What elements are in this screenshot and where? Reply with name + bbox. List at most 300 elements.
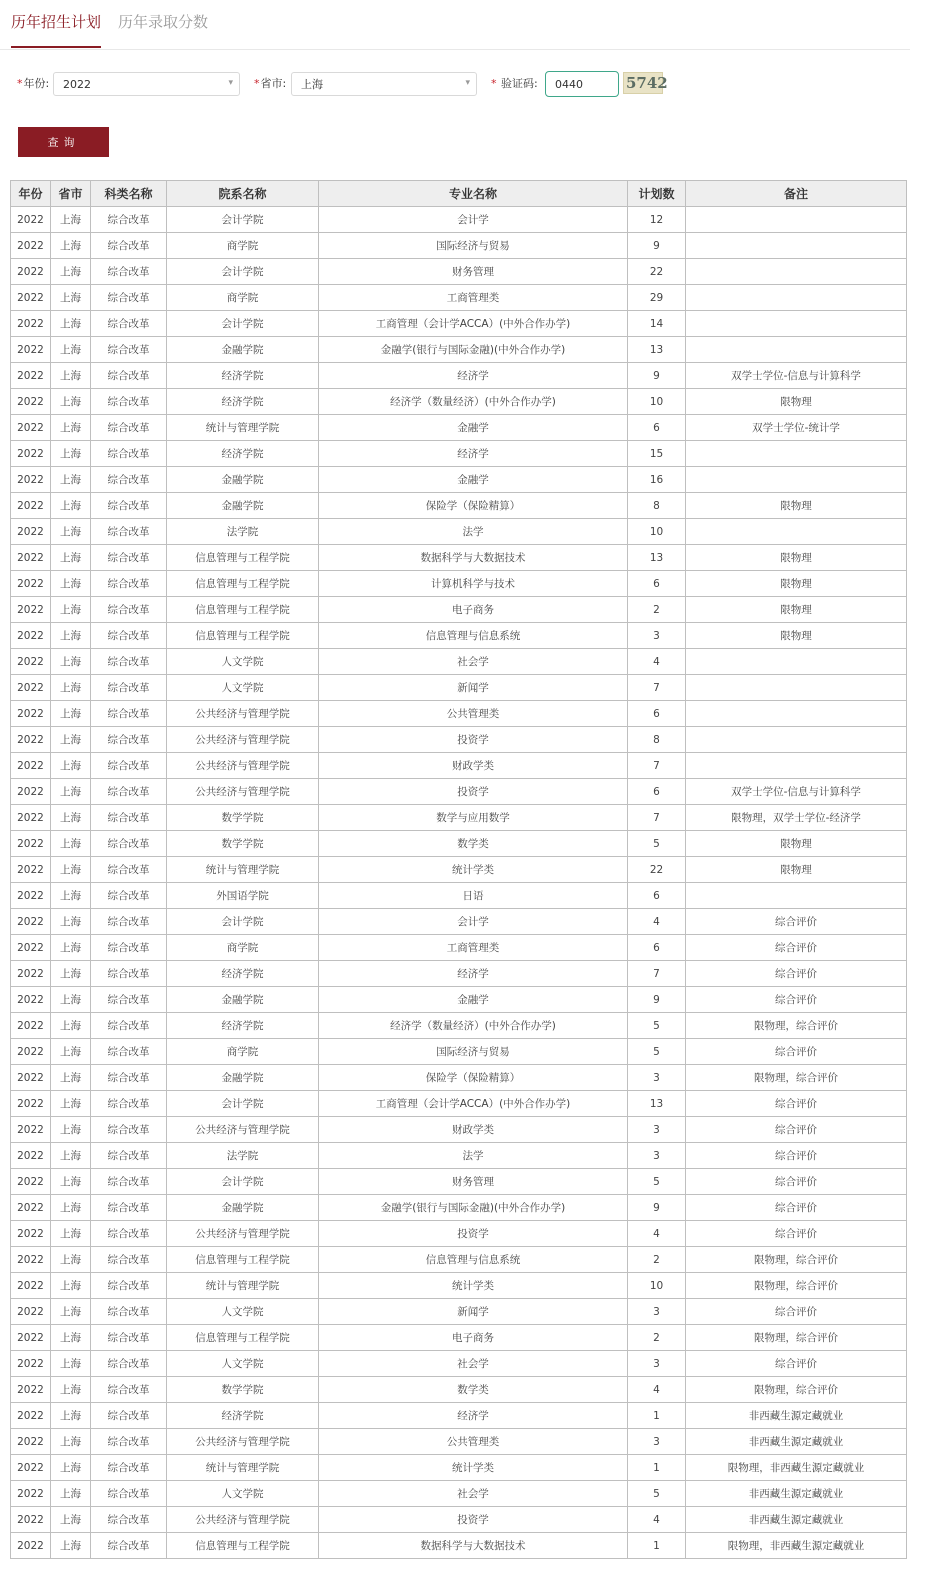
cell-plan-count: 3 — [628, 1065, 686, 1091]
year-select[interactable] — [53, 72, 240, 96]
cell-school: 商学院 — [167, 285, 319, 311]
cell-school: 公共经济与管理学院 — [167, 779, 319, 805]
cell-school: 数学学院 — [167, 1377, 319, 1403]
year-select-value: 2022 — [63, 78, 91, 91]
table-row — [11, 285, 907, 311]
cell-school: 数学学院 — [167, 805, 319, 831]
cell-remark: 限物理，综合评价 — [686, 1247, 907, 1273]
cell-plan-count: 9 — [628, 363, 686, 389]
cell-province: 上海 — [51, 1117, 91, 1143]
cell-year: 2022 — [11, 1403, 51, 1429]
col-header-year: 年份 — [11, 181, 51, 207]
col-header-school: 院系名称 — [167, 181, 319, 207]
province-select[interactable] — [291, 72, 477, 96]
cell-year: 2022 — [11, 701, 51, 727]
table-row — [11, 1065, 907, 1091]
cell-province: 上海 — [51, 1195, 91, 1221]
cell-year: 2022 — [11, 415, 51, 441]
cell-major: 工商管理（会计学ACCA）(中外合作办学) — [319, 1091, 628, 1117]
cell-province: 上海 — [51, 493, 91, 519]
cell-province: 上海 — [51, 1065, 91, 1091]
table-row — [11, 233, 907, 259]
cell-remark: 限物理 — [686, 857, 907, 883]
cell-plan-count: 4 — [628, 1377, 686, 1403]
cell-province: 上海 — [51, 1455, 91, 1481]
cell-province: 上海 — [51, 961, 91, 987]
cell-major: 电子商务 — [319, 1325, 628, 1351]
cell-plan-count: 29 — [628, 285, 686, 311]
cell-remark: 限物理 — [686, 389, 907, 415]
cell-major: 投资学 — [319, 727, 628, 753]
table-row — [11, 1169, 907, 1195]
cell-year: 2022 — [11, 207, 51, 233]
cell-remark: 综合评价 — [686, 1221, 907, 1247]
cell-province: 上海 — [51, 597, 91, 623]
cell-school: 金融学院 — [167, 987, 319, 1013]
cell-year: 2022 — [11, 1533, 51, 1559]
captcha-image-text: 5742 — [626, 74, 668, 92]
cell-major: 经济学 — [319, 961, 628, 987]
cell-school: 统计与管理学院 — [167, 415, 319, 441]
table-row — [11, 545, 907, 571]
cell-province: 上海 — [51, 883, 91, 909]
cell-remark — [686, 701, 907, 727]
cell-plan-count: 6 — [628, 415, 686, 441]
cell-year: 2022 — [11, 1143, 51, 1169]
cell-school: 金融学院 — [167, 493, 319, 519]
cell-province: 上海 — [51, 337, 91, 363]
cell-category: 综合改革 — [91, 519, 167, 545]
cell-category: 综合改革 — [91, 233, 167, 259]
table-row — [11, 1351, 907, 1377]
cell-remark: 限物理，综合评价 — [686, 1325, 907, 1351]
table-row — [11, 1143, 907, 1169]
cell-category: 综合改革 — [91, 649, 167, 675]
cell-school: 会计学院 — [167, 909, 319, 935]
cell-year: 2022 — [11, 1013, 51, 1039]
table-row — [11, 415, 907, 441]
cell-year: 2022 — [11, 1169, 51, 1195]
cell-category: 综合改革 — [91, 1377, 167, 1403]
cell-major: 工商管理类 — [319, 935, 628, 961]
cell-province: 上海 — [51, 779, 91, 805]
table-row — [11, 1325, 907, 1351]
cell-category: 综合改革 — [91, 597, 167, 623]
cell-plan-count: 1 — [628, 1403, 686, 1429]
cell-province: 上海 — [51, 285, 91, 311]
cell-remark — [686, 207, 907, 233]
cell-remark: 限物理，综合评价 — [686, 1065, 907, 1091]
cell-category: 综合改革 — [91, 493, 167, 519]
table-row — [11, 1039, 907, 1065]
cell-plan-count: 16 — [628, 467, 686, 493]
table-row — [11, 1507, 907, 1533]
cell-province: 上海 — [51, 727, 91, 753]
cell-category: 综合改革 — [91, 1325, 167, 1351]
cell-plan-count: 15 — [628, 441, 686, 467]
cell-major: 投资学 — [319, 779, 628, 805]
cell-remark — [686, 285, 907, 311]
table-row — [11, 675, 907, 701]
cell-major: 数据科学与大数据技术 — [319, 1533, 628, 1559]
table-row — [11, 519, 907, 545]
tab-enrollment-plan[interactable]: 历年招生计划 — [11, 13, 102, 31]
cell-remark: 双学士学位-信息与计算科学 — [686, 363, 907, 389]
cell-category: 综合改革 — [91, 415, 167, 441]
cell-major: 新闻学 — [319, 675, 628, 701]
cell-year: 2022 — [11, 259, 51, 285]
cell-plan-count: 7 — [628, 675, 686, 701]
cell-major: 电子商务 — [319, 597, 628, 623]
cell-major: 会计学 — [319, 207, 628, 233]
cell-plan-count: 22 — [628, 259, 686, 285]
cell-plan-count: 3 — [628, 1143, 686, 1169]
cell-category: 综合改革 — [91, 1533, 167, 1559]
table-row — [11, 1299, 907, 1325]
cell-remark — [686, 675, 907, 701]
cell-remark: 限物理，综合评价 — [686, 1273, 907, 1299]
cell-school: 公共经济与管理学院 — [167, 1429, 319, 1455]
table-row — [11, 623, 907, 649]
cell-category: 综合改革 — [91, 1481, 167, 1507]
cell-major: 国际经济与贸易 — [319, 233, 628, 259]
cell-remark: 限物理，非西藏生源定藏就业 — [686, 1533, 907, 1559]
cell-remark — [686, 233, 907, 259]
cell-province: 上海 — [51, 1091, 91, 1117]
table-row — [11, 1091, 907, 1117]
col-header-province: 省市 — [51, 181, 91, 207]
cell-plan-count: 5 — [628, 1039, 686, 1065]
cell-plan-count: 1 — [628, 1533, 686, 1559]
cell-year: 2022 — [11, 1273, 51, 1299]
cell-plan-count: 4 — [628, 1221, 686, 1247]
cell-major: 社会学 — [319, 1481, 628, 1507]
cell-school: 法学院 — [167, 1143, 319, 1169]
cell-year: 2022 — [11, 909, 51, 935]
cell-remark: 非西藏生源定藏就业 — [686, 1403, 907, 1429]
tab-admission-scores[interactable]: 历年录取分数 — [118, 13, 209, 31]
query-form — [0, 70, 928, 98]
cell-remark — [686, 311, 907, 337]
cell-remark: 综合评价 — [686, 1299, 907, 1325]
table-row — [11, 311, 907, 337]
captcha-input-value: 0440 — [555, 78, 583, 91]
cell-school: 法学院 — [167, 519, 319, 545]
cell-year: 2022 — [11, 935, 51, 961]
query-button[interactable]: 查询 — [18, 127, 109, 157]
cell-major: 经济学 — [319, 441, 628, 467]
cell-major: 法学 — [319, 519, 628, 545]
cell-remark: 双学士学位-信息与计算科学 — [686, 779, 907, 805]
table-row — [11, 961, 907, 987]
cell-remark: 综合评价 — [686, 987, 907, 1013]
cell-category: 综合改革 — [91, 1247, 167, 1273]
table-row — [11, 831, 907, 857]
col-header-plan-count: 计划数 — [628, 181, 686, 207]
cell-school: 数学学院 — [167, 831, 319, 857]
cell-year: 2022 — [11, 727, 51, 753]
table-row — [11, 727, 907, 753]
cell-province: 上海 — [51, 1325, 91, 1351]
cell-remark: 综合评价 — [686, 935, 907, 961]
table-row — [11, 207, 907, 233]
cell-plan-count: 9 — [628, 1195, 686, 1221]
table-row — [11, 441, 907, 467]
cell-province: 上海 — [51, 519, 91, 545]
cell-province: 上海 — [51, 1247, 91, 1273]
cell-remark: 限物理 — [686, 493, 907, 519]
cell-category: 综合改革 — [91, 675, 167, 701]
cell-school: 商学院 — [167, 935, 319, 961]
cell-major: 日语 — [319, 883, 628, 909]
cell-province: 上海 — [51, 1169, 91, 1195]
cell-remark: 限物理，综合评价 — [686, 1013, 907, 1039]
cell-plan-count: 13 — [628, 1091, 686, 1117]
cell-province: 上海 — [51, 441, 91, 467]
cell-province: 上海 — [51, 363, 91, 389]
cell-category: 综合改革 — [91, 259, 167, 285]
cell-school: 公共经济与管理学院 — [167, 1507, 319, 1533]
cell-year: 2022 — [11, 623, 51, 649]
cell-year: 2022 — [11, 805, 51, 831]
cell-plan-count: 5 — [628, 1013, 686, 1039]
cell-remark — [686, 259, 907, 285]
cell-school: 金融学院 — [167, 1195, 319, 1221]
cell-province: 上海 — [51, 571, 91, 597]
cell-year: 2022 — [11, 1325, 51, 1351]
cell-school: 人文学院 — [167, 649, 319, 675]
cell-school: 商学院 — [167, 233, 319, 259]
cell-major: 金融学 — [319, 467, 628, 493]
cell-plan-count: 12 — [628, 207, 686, 233]
table-row — [11, 779, 907, 805]
cell-year: 2022 — [11, 675, 51, 701]
cell-year: 2022 — [11, 337, 51, 363]
cell-remark — [686, 441, 907, 467]
cell-province: 上海 — [51, 623, 91, 649]
cell-province: 上海 — [51, 1429, 91, 1455]
cell-plan-count: 2 — [628, 1247, 686, 1273]
captcha-label: * 验证码: — [491, 77, 538, 90]
cell-remark: 双学士学位-统计学 — [686, 415, 907, 441]
cell-category: 综合改革 — [91, 1195, 167, 1221]
cell-plan-count: 3 — [628, 1299, 686, 1325]
cell-plan-count: 4 — [628, 649, 686, 675]
cell-remark: 限物理，综合评价 — [686, 1377, 907, 1403]
cell-category: 综合改革 — [91, 961, 167, 987]
cell-major: 计算机科学与技术 — [319, 571, 628, 597]
cell-plan-count: 9 — [628, 233, 686, 259]
cell-plan-count: 4 — [628, 909, 686, 935]
cell-plan-count: 3 — [628, 1429, 686, 1455]
table-header-row — [11, 181, 907, 207]
cell-major: 数学与应用数学 — [319, 805, 628, 831]
cell-year: 2022 — [11, 1351, 51, 1377]
cell-plan-count: 6 — [628, 701, 686, 727]
cell-remark: 限物理 — [686, 597, 907, 623]
cell-school: 信息管理与工程学院 — [167, 597, 319, 623]
cell-category: 综合改革 — [91, 337, 167, 363]
cell-remark: 综合评价 — [686, 1351, 907, 1377]
cell-plan-count: 4 — [628, 1507, 686, 1533]
table-row — [11, 909, 907, 935]
cell-plan-count: 5 — [628, 831, 686, 857]
cell-province: 上海 — [51, 207, 91, 233]
cell-year: 2022 — [11, 545, 51, 571]
col-header-category: 科类名称 — [91, 181, 167, 207]
cell-year: 2022 — [11, 1117, 51, 1143]
table-row — [11, 571, 907, 597]
cell-school: 会计学院 — [167, 1169, 319, 1195]
captcha-image[interactable] — [623, 72, 668, 94]
table-row — [11, 701, 907, 727]
cell-school: 经济学院 — [167, 1403, 319, 1429]
cell-major: 信息管理与信息系统 — [319, 1247, 628, 1273]
cell-category: 综合改革 — [91, 1169, 167, 1195]
cell-plan-count: 13 — [628, 545, 686, 571]
cell-year: 2022 — [11, 1507, 51, 1533]
cell-category: 综合改革 — [91, 311, 167, 337]
cell-year: 2022 — [11, 883, 51, 909]
cell-year: 2022 — [11, 831, 51, 857]
cell-plan-count: 14 — [628, 311, 686, 337]
cell-remark: 综合评价 — [686, 1039, 907, 1065]
cell-category: 综合改革 — [91, 1143, 167, 1169]
cell-province: 上海 — [51, 1221, 91, 1247]
cell-year: 2022 — [11, 753, 51, 779]
cell-plan-count: 10 — [628, 1273, 686, 1299]
cell-major: 工商管理类 — [319, 285, 628, 311]
cell-remark — [686, 883, 907, 909]
cell-major: 国际经济与贸易 — [319, 1039, 628, 1065]
cell-plan-count: 6 — [628, 571, 686, 597]
cell-category: 综合改革 — [91, 1403, 167, 1429]
cell-remark: 限物理 — [686, 831, 907, 857]
tab-bar — [0, 0, 910, 50]
cell-remark — [686, 337, 907, 363]
table-row — [11, 467, 907, 493]
table-row — [11, 649, 907, 675]
cell-province: 上海 — [51, 1299, 91, 1325]
cell-remark — [686, 467, 907, 493]
table-row — [11, 753, 907, 779]
cell-province: 上海 — [51, 233, 91, 259]
cell-category: 综合改革 — [91, 467, 167, 493]
cell-plan-count: 8 — [628, 727, 686, 753]
cell-year: 2022 — [11, 1065, 51, 1091]
cell-remark — [686, 649, 907, 675]
cell-major: 金融学(银行与国际金融)(中外合作办学) — [319, 1195, 628, 1221]
cell-school: 公共经济与管理学院 — [167, 753, 319, 779]
cell-remark: 限物理 — [686, 571, 907, 597]
cell-school: 信息管理与工程学院 — [167, 1325, 319, 1351]
cell-school: 金融学院 — [167, 467, 319, 493]
cell-major: 新闻学 — [319, 1299, 628, 1325]
cell-province: 上海 — [51, 1377, 91, 1403]
table-row — [11, 1377, 907, 1403]
table-row — [11, 935, 907, 961]
cell-category: 综合改革 — [91, 1039, 167, 1065]
cell-school: 公共经济与管理学院 — [167, 727, 319, 753]
table-row — [11, 597, 907, 623]
table-row — [11, 1429, 907, 1455]
cell-major: 数据科学与大数据技术 — [319, 545, 628, 571]
cell-category: 综合改革 — [91, 857, 167, 883]
cell-province: 上海 — [51, 389, 91, 415]
cell-category: 综合改革 — [91, 1455, 167, 1481]
cell-province: 上海 — [51, 1533, 91, 1559]
cell-major: 统计学类 — [319, 1273, 628, 1299]
cell-school: 统计与管理学院 — [167, 857, 319, 883]
cell-school: 信息管理与工程学院 — [167, 1533, 319, 1559]
cell-school: 商学院 — [167, 1039, 319, 1065]
cell-school: 信息管理与工程学院 — [167, 623, 319, 649]
table-row — [11, 883, 907, 909]
cell-province: 上海 — [51, 467, 91, 493]
cell-year: 2022 — [11, 1221, 51, 1247]
col-header-remark: 备注 — [686, 181, 907, 207]
cell-category: 综合改革 — [91, 1065, 167, 1091]
cell-plan-count: 2 — [628, 1325, 686, 1351]
cell-province: 上海 — [51, 1273, 91, 1299]
cell-school: 经济学院 — [167, 363, 319, 389]
cell-year: 2022 — [11, 1429, 51, 1455]
cell-major: 财政学类 — [319, 1117, 628, 1143]
cell-province: 上海 — [51, 649, 91, 675]
captcha-input[interactable] — [545, 71, 619, 97]
cell-plan-count: 22 — [628, 857, 686, 883]
cell-category: 综合改革 — [91, 1429, 167, 1455]
cell-remark: 限物理，非西藏生源定藏就业 — [686, 1455, 907, 1481]
cell-remark: 综合评价 — [686, 1195, 907, 1221]
cell-year: 2022 — [11, 467, 51, 493]
enrollment-plan-table — [10, 180, 907, 1559]
cell-year: 2022 — [11, 1377, 51, 1403]
cell-province: 上海 — [51, 545, 91, 571]
cell-plan-count: 7 — [628, 753, 686, 779]
cell-major: 统计学类 — [319, 857, 628, 883]
table-row — [11, 1013, 907, 1039]
cell-plan-count: 10 — [628, 389, 686, 415]
cell-province: 上海 — [51, 701, 91, 727]
cell-category: 综合改革 — [91, 1299, 167, 1325]
cell-year: 2022 — [11, 285, 51, 311]
cell-year: 2022 — [11, 1039, 51, 1065]
cell-province: 上海 — [51, 259, 91, 285]
cell-major: 信息管理与信息系统 — [319, 623, 628, 649]
cell-category: 综合改革 — [91, 909, 167, 935]
cell-major: 社会学 — [319, 1351, 628, 1377]
cell-category: 综合改革 — [91, 1351, 167, 1377]
cell-category: 综合改革 — [91, 727, 167, 753]
cell-school: 会计学院 — [167, 207, 319, 233]
table-row — [11, 1117, 907, 1143]
cell-category: 综合改革 — [91, 441, 167, 467]
cell-school: 会计学院 — [167, 259, 319, 285]
cell-school: 人文学院 — [167, 1351, 319, 1377]
cell-remark: 非西藏生源定藏就业 — [686, 1429, 907, 1455]
cell-school: 会计学院 — [167, 1091, 319, 1117]
cell-province: 上海 — [51, 753, 91, 779]
col-header-major: 专业名称 — [319, 181, 628, 207]
cell-major: 财务管理 — [319, 259, 628, 285]
cell-category: 综合改革 — [91, 831, 167, 857]
cell-category: 综合改革 — [91, 935, 167, 961]
cell-year: 2022 — [11, 961, 51, 987]
cell-year: 2022 — [11, 389, 51, 415]
table-row — [11, 1195, 907, 1221]
table-row — [11, 1533, 907, 1559]
